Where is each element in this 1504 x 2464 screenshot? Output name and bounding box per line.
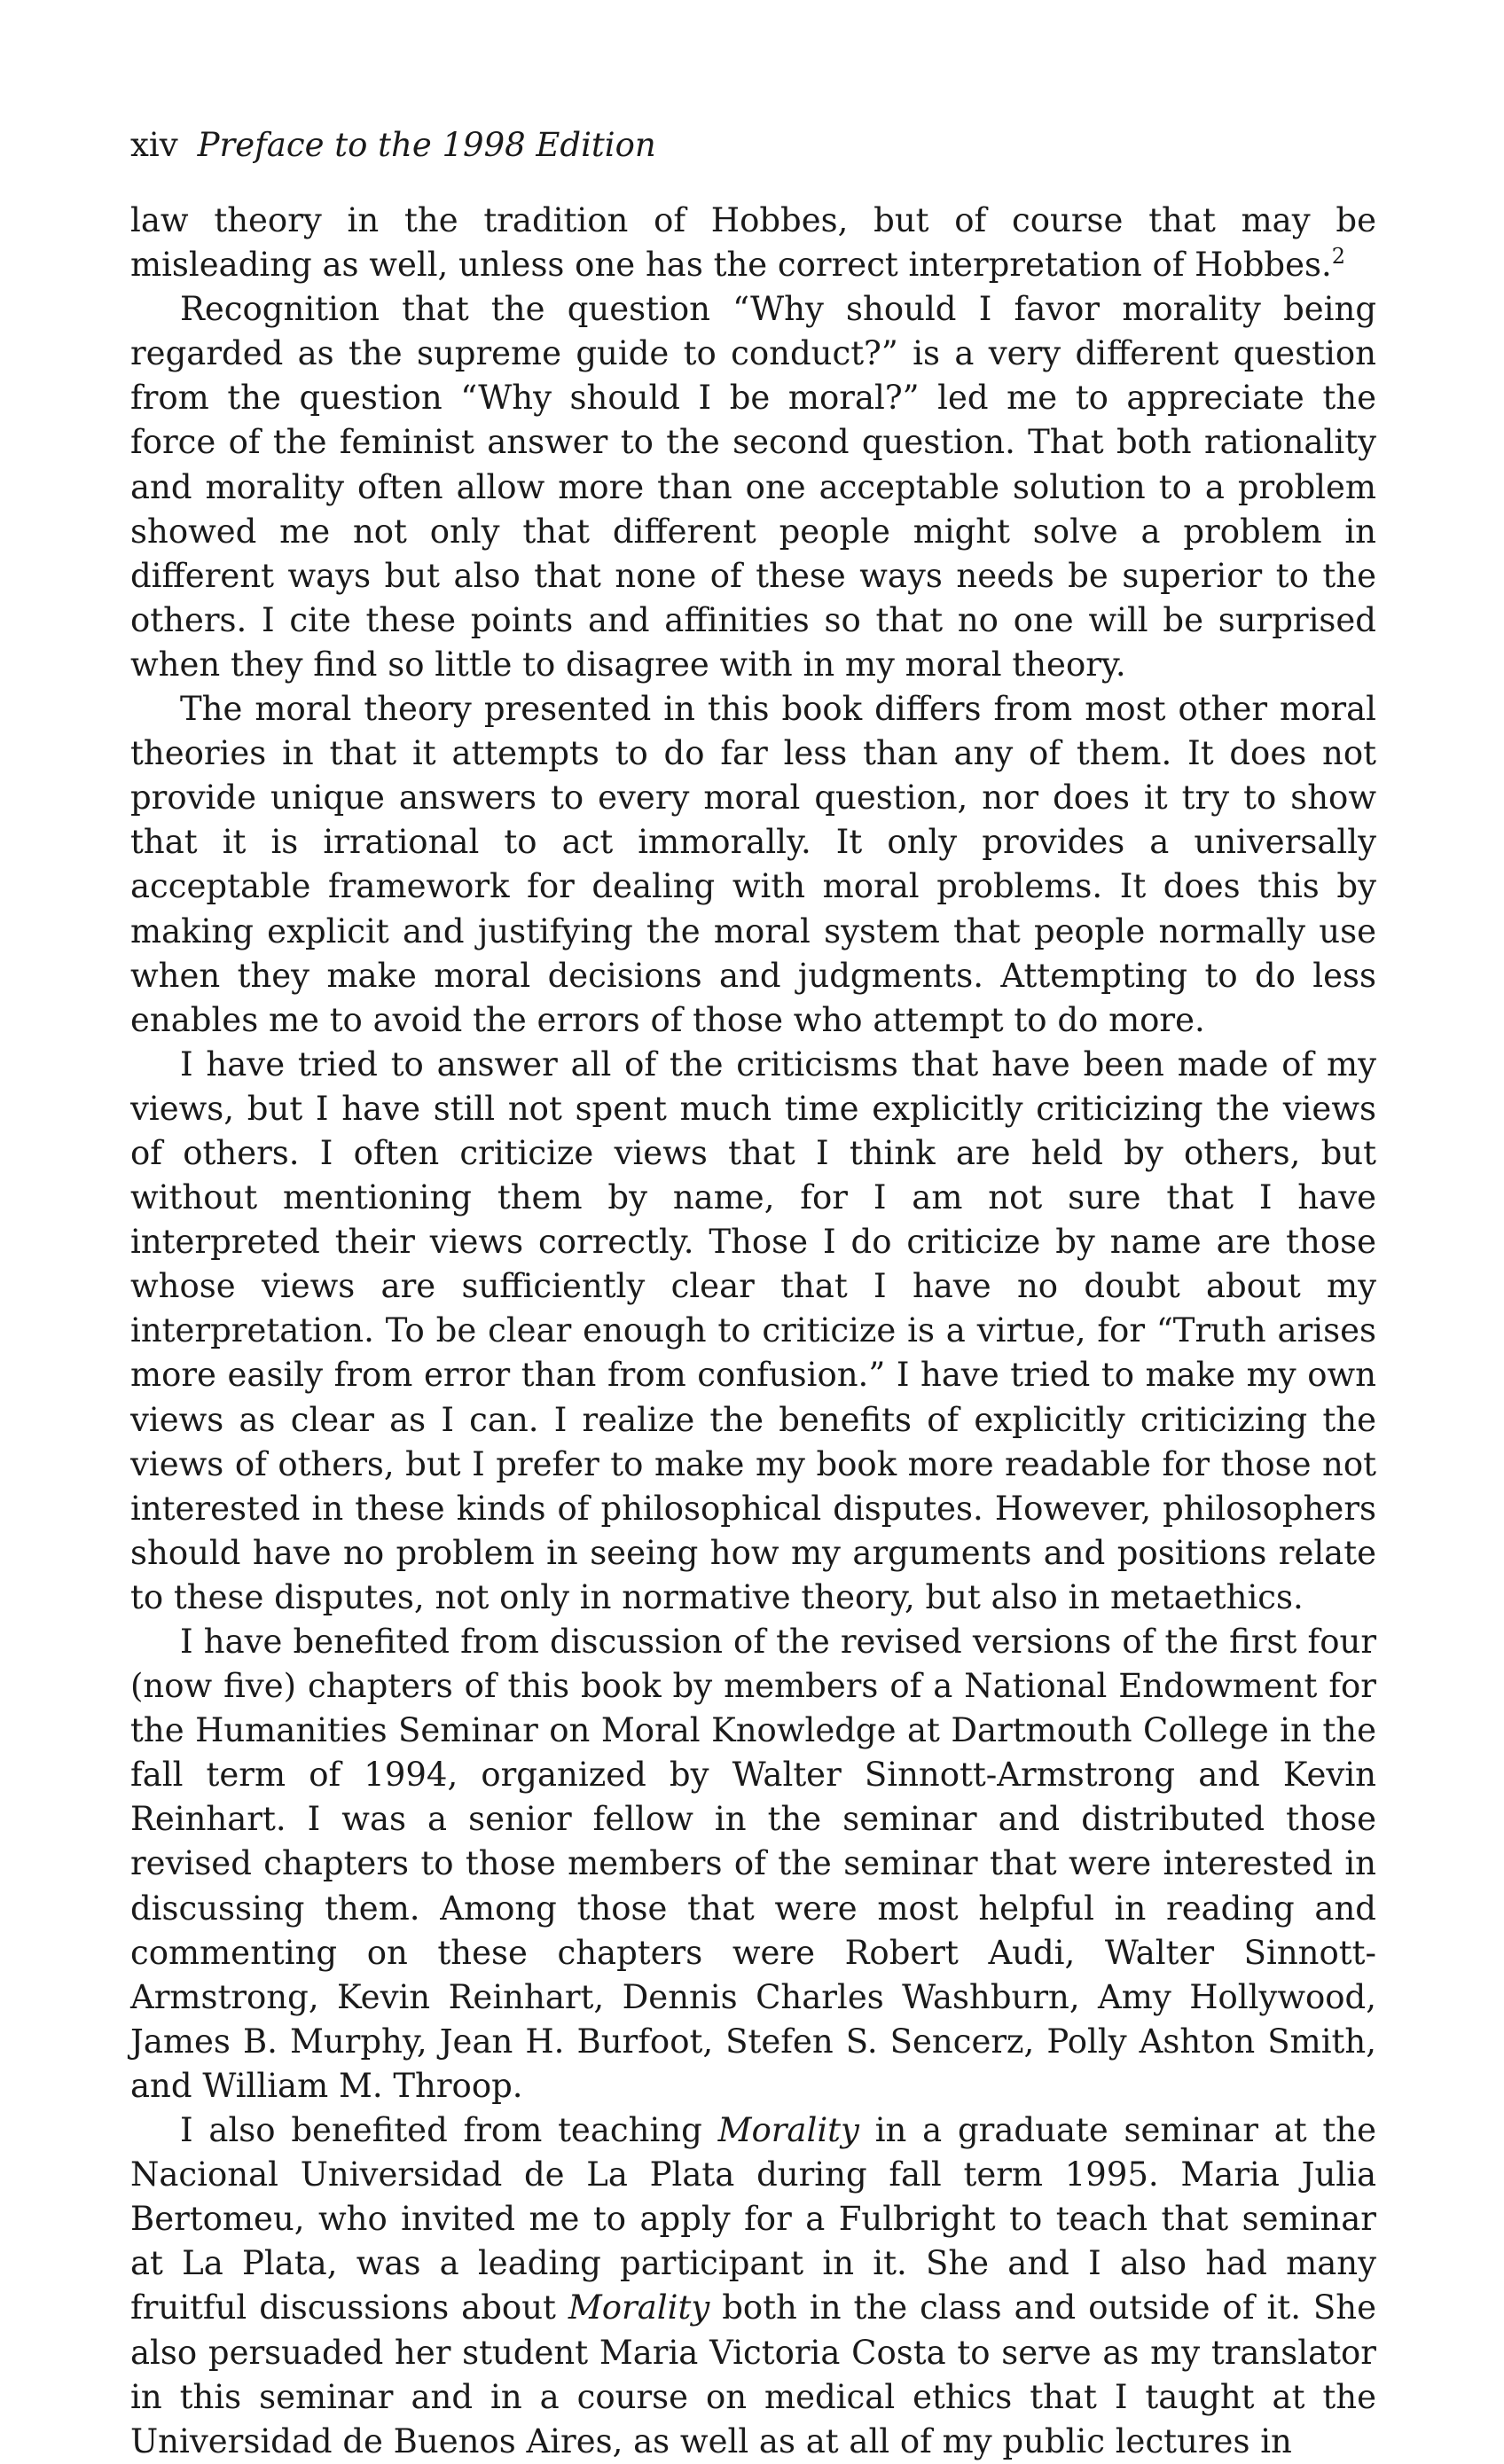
paragraph-2 — [130, 287, 1376, 687]
paragraph-text: both in the class and outside of it. She also persuaded her student Maria Victoria Costa to serve as my translator in this seminar and in a course on medical ethics that I taught at the Universidad de Buenos Aires, as well as at all of my public lectures in — [130, 2288, 1376, 2460]
paragraph-5 — [130, 1620, 1376, 2108]
book-title-italic: Morality — [717, 2111, 859, 2150]
paragraph-text: in a graduate seminar at the Nacional Universidad de La Plata during fall term 1995. Maria Julia Bertomeu, who invited me to apply for a Fulbright to teach that seminar at La Plata, was a leading participant in it. She and I also had many fruitful discussions about — [130, 2111, 1377, 2327]
paragraph-text: I have tried to answer all of the criticisms that have been made of my views, but I have still not spent much time explicitly criticizing the views of others. I often criticize views that I think are held by others, but without mentioning them by name, for I am not sure that I have interpreted their views correctly. Those I do criticize by name are those whose views are sufficiently clear that I have no doubt about my interpretation. To be clear enough to criticize is a virtue, for “Truth arises more easily from error than from confusion.” I have tried to make my own views as clear as I can. I realize the benefits of explicitly criticizing the views of others, but I prefer to make my book more readable for those not interested in these kinds of philosophical disputes. However, philosophers should have no problem in seeing how my arguments and positions relate to these disputes, not only in normative theory, but also in metaethics. — [130, 1044, 1376, 1616]
footnote-marker: 2 — [1331, 244, 1346, 270]
paragraph-text: I have benefited from discussion of the revised versions of the first four (now five) chapters of this book by members of a National Endowment for the Humanities Seminar on Moral Knowledge at Dartmouth College in the fall term of 1994, organized by Walter Sinnott-Armstrong and Kevin Reinhart. I was a senior fellow in the seminar and distributed those revised chapters to those members of the seminar that were interested in discussing them. Among those that were most helpful in reading and commenting on these chapters were Robert Audi, Walter Sinnott-Armstrong, Kevin Reinhart, Dennis Charles Washburn, Amy Hollywood, James B. Murphy, Jean H. Burfoot, Stefen S. Sencerz, Polly Ashton Smith, and William M. Throop. — [130, 1623, 1376, 2105]
page-number: xiv — [130, 126, 178, 164]
running-head — [130, 126, 656, 165]
paragraph-text: law theory in the tradition of Hobbes, but of course that may be misleading as well, unless one has the correct interpretation of Hobbes. — [130, 201, 1376, 285]
book-title-italic: Morality — [568, 2288, 710, 2327]
paragraph-1 — [130, 199, 1376, 287]
body-text — [130, 199, 1376, 2464]
paragraph-3 — [130, 687, 1376, 1043]
paragraph-6 — [130, 2108, 1376, 2464]
paragraph-text: Recognition that the question “Why should I favor morality being regarded as the supreme guide to conduct?” is a very different question from the question “Why should I be moral?” led me to appreciate the force of the feminist answer to the second question. That both rationality and morality often allow more than one acceptable solution to a problem showed me not only that different people might solve a problem in different ways but also that none of these ways needs be superior to the others. I cite these points and affinities so that no one will be surprised when they find so little to disagree with in my moral theory. — [130, 290, 1376, 684]
paragraph-text: The moral theory presented in this book differs from most other moral theories in that it attempts to do far less than any of them. It does not provide unique answers to every moral question, nor does it try to show that it is irrational to act immorally. It only provides a universally acceptable framework for dealing with moral problems. It does this by making explicit and justifying the moral system that people normally use when they make moral decisions and judgments. Attempting to do less enables me to avoid the errors of those who attempt to do more. — [130, 690, 1376, 1039]
paragraph-4 — [130, 1043, 1376, 1620]
paragraph-text: I also benefited from teaching — [180, 2111, 718, 2150]
running-title: Preface to the 1998 Edition — [197, 126, 656, 164]
